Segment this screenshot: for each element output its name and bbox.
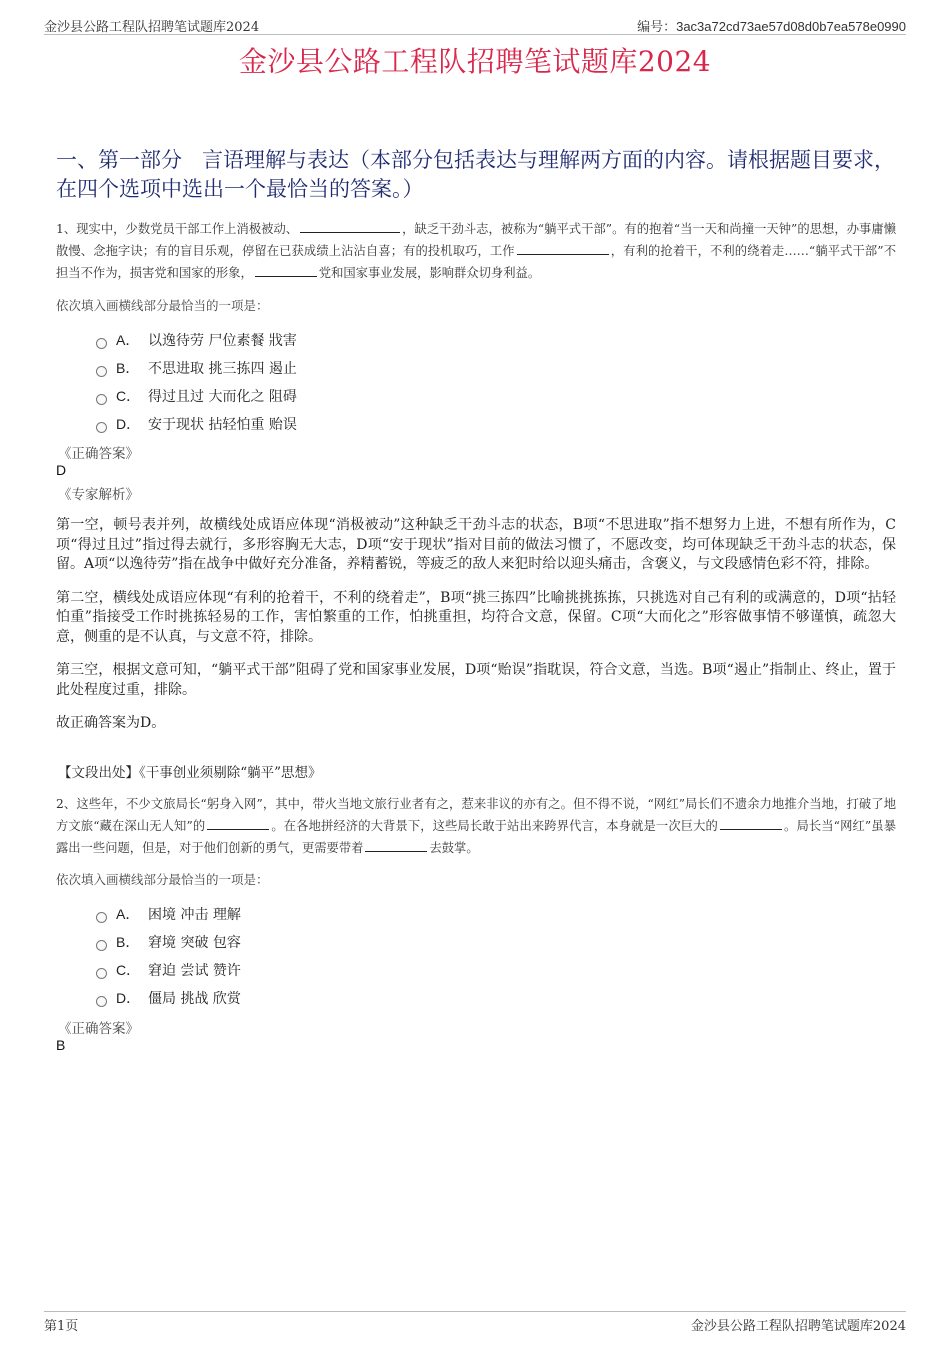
q2-option-a[interactable] bbox=[96, 900, 241, 928]
page-number: 第1页 bbox=[44, 1319, 79, 1334]
option-letter: A． bbox=[116, 906, 140, 922]
fill-blank bbox=[300, 220, 400, 233]
q1-options bbox=[96, 326, 297, 438]
q1-source: 【文段出处】《干事创业须剔除“躺平”思想》 bbox=[58, 765, 322, 781]
radio-icon[interactable] bbox=[96, 912, 107, 923]
option-text: 得过且过 大而化之 阻碍 bbox=[148, 389, 297, 405]
radio-icon[interactable] bbox=[96, 338, 107, 349]
question-2-text bbox=[56, 793, 896, 859]
option-text: 窘迫 尝试 赞许 bbox=[148, 963, 241, 979]
q2-text-part: 去鼓掌。 bbox=[429, 841, 479, 855]
radio-icon[interactable] bbox=[96, 996, 107, 1007]
analysis-paragraph: 第三空，根据文意可知，“躺平式干部”阻碍了党和国家事业发展，D项“贻误”指耽误，符合文意，当选。B项“遏止”指制止、终止，置于此处程度过重，排除。 bbox=[56, 662, 896, 698]
header-doc-name: 金沙县公路工程队招聘笔试题库2024 bbox=[44, 20, 260, 35]
q1-prompt: 依次填入画横线部分最恰当的一项是： bbox=[56, 298, 269, 313]
section-heading bbox=[56, 146, 896, 204]
option-letter: B． bbox=[116, 934, 140, 950]
q1-text-part: 1、现实中，少数党员干部工作上消极被动、 bbox=[56, 222, 299, 236]
option-text: 困境 冲击 理解 bbox=[148, 907, 241, 923]
radio-icon[interactable] bbox=[96, 940, 107, 951]
analysis-paragraph: 第二空，横线处成语应体现“有利的抢着干，不利的绕着走”，B项“挑三拣四”比喻挑挑拣拣，只挑选对自己有利的或满意的，D项“拈轻怕重”指接受工作时挑拣轻易的工作，害怕繁重的工作，怕挑重担，均符合文意，保留。C项“大而化之”形容做事情不够谨慎，疏忽大意，侧重的是不认真，与文意不符，排除。 bbox=[56, 589, 896, 645]
q2-text-part: 2、这些年，不少文旅局长“躬身入网”，其中，带火当地文旅行业者有之，惹来非议的亦有之。但不得不说，“网红”局长们不遗余力地推介当地，打破了地方文旅“藏在深山无人知”的 bbox=[56, 797, 896, 833]
option-text: 安于现状 拈轻怕重 贻误 bbox=[148, 417, 297, 433]
footer-doc-name: 金沙县公路工程队招聘笔试题库2024 bbox=[690, 1319, 906, 1334]
section-part: 一、第一部分 bbox=[56, 148, 182, 172]
radio-icon[interactable] bbox=[96, 968, 107, 979]
option-letter: B． bbox=[116, 360, 140, 376]
analysis-paragraph: 故正确答案为D。 bbox=[56, 715, 166, 731]
fill-blank bbox=[365, 839, 427, 852]
radio-icon[interactable] bbox=[96, 394, 107, 405]
q2-answer-label: 《正确答案》 bbox=[58, 1021, 139, 1037]
option-letter: D． bbox=[116, 416, 141, 432]
option-text: 窘境 突破 包容 bbox=[148, 935, 241, 951]
q2-option-c[interactable] bbox=[96, 956, 241, 984]
option-text: 僵局 挑战 欣赏 bbox=[148, 991, 241, 1007]
analysis-paragraph: 第一空，顿号表并列，故横线处成语应体现“消极被动”这种缺乏干劲斗志的状态，B项“不思进取”指不想努力上进，不想有所作为，C项“得过且过”指过得去就行，多形容胸无大志，D项“安于现状”指对目前的做法习惯了，不愿改变，均可体现缺乏干劲斗志的状态，保留。A项“以逸待劳”指在战争中做好充分准备，养精蓄锐，等疲乏的敌人来犯时给以迎头痛击，含褒义，与文段感情色彩不符，排除。 bbox=[56, 517, 896, 572]
option-letter: A． bbox=[116, 332, 140, 348]
option-letter: C． bbox=[116, 388, 141, 404]
question-1-text bbox=[56, 218, 896, 284]
q1-text-part: ，缺乏干劲斗志，被称为“躺平式干部”。有的抱着“当一天和尚撞一天钟”的思想，办事庸懒散慢、念拖字诀；有的盲目乐观，停留在已获成绩上沾沾自喜；有的投机取巧，工作 bbox=[56, 222, 896, 258]
q2-option-b[interactable] bbox=[96, 928, 241, 956]
option-letter: D． bbox=[116, 990, 141, 1006]
fill-blank bbox=[517, 242, 609, 255]
q2-prompt: 依次填入画横线部分最恰当的一项是： bbox=[56, 872, 269, 887]
q1-analysis-label: 《专家解析》 bbox=[58, 487, 139, 503]
radio-icon[interactable] bbox=[96, 422, 107, 433]
fill-blank bbox=[207, 817, 269, 830]
q1-answer-label: 《正确答案》 bbox=[58, 446, 139, 462]
q1-text-part: 党和国家事业发展，影响群众切身利益。 bbox=[318, 266, 541, 280]
q1-option-c[interactable] bbox=[96, 382, 297, 410]
q2-options bbox=[96, 900, 241, 1012]
page-header bbox=[44, 14, 906, 35]
fill-blank bbox=[720, 817, 782, 830]
q1-option-a[interactable] bbox=[96, 326, 297, 354]
fill-blank bbox=[255, 264, 317, 277]
page-footer bbox=[44, 1311, 906, 1334]
radio-icon[interactable] bbox=[96, 366, 107, 377]
q1-answer: D bbox=[56, 462, 67, 478]
q2-answer: B bbox=[56, 1037, 66, 1053]
document-title: 金沙县公路工程队招聘笔试题库2024 bbox=[238, 45, 712, 78]
header-doc-id: 编号：3ac3a72cd73ae57d08d0b7ea578e0990 bbox=[637, 19, 906, 34]
section-description: 言语理解与表达（本部分包括表达与理解两方面的内容。请根据题目要求，在四个选项中选出一个最恰当的答案。） bbox=[56, 148, 895, 201]
option-text: 不思进取 挑三拣四 遏止 bbox=[148, 361, 297, 377]
q2-text-part: 。局长当“网红”虽暴露出一些问题，但是，对于他们创新的勇气，更需要带着 bbox=[56, 819, 896, 855]
q1-text-part: ，有利的抢着干，不利的绕着走……“躺平式干部”不担当不作为，损害党和国家的形象， bbox=[56, 244, 896, 280]
q1-option-b[interactable] bbox=[96, 354, 297, 382]
q2-option-d[interactable] bbox=[96, 984, 241, 1012]
q1-option-d[interactable] bbox=[96, 410, 297, 438]
q2-text-part: 。在各地拼经济的大背景下，这些局长敢于站出来跨界代言，本身就是一次巨大的 bbox=[271, 819, 718, 833]
q1-analysis bbox=[56, 516, 896, 748]
option-letter: C． bbox=[116, 962, 141, 978]
option-text: 以逸待劳 尸位素餐 戕害 bbox=[148, 333, 297, 349]
